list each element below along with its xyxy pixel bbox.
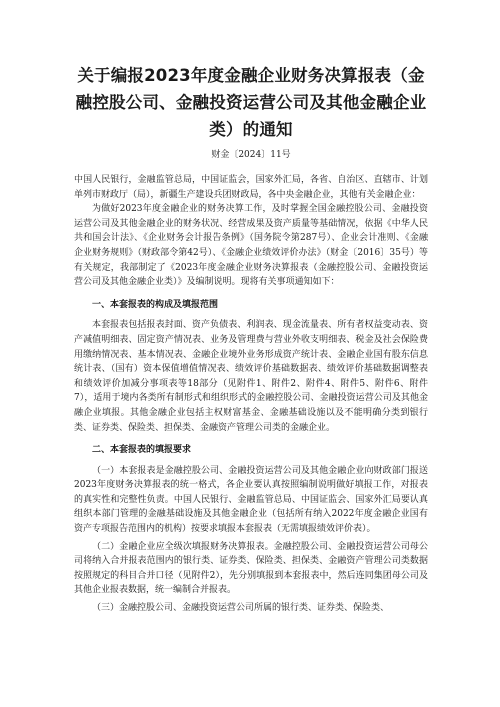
intro-paragraph: 为做好2023年度金融企业的财务决算工作，及时掌握全国金融控股公司、金融投资运营公司及其他金融企业的财务状况、经营成果及资产质量等基础情况，依据《中华人民共和国会计法》、《企业财务会计报告条例》（国务院令第287号）、企业会计准则、《金融企业财务规则》（财政部令第42号）、《金融企业绩效评价办法》（财金〔2016〕35号）等有关规定，我部制定了《2023年度金融企业财务决算报表（金融控股公司、金融投资运营公司及其他金融企业类）》及编制说明。现将有关事项通知如下： xyxy=(74,204,428,288)
requirements-paragraph-2: （二）金融企业应全级次填报财务决算报表。金融控股公司、金融投资运营公司母公司将纳入合并报表范围内的银行类、证券类、保险类、担保类、金融资产管理公司类数据按照规定的科目合并口径（见附件2），先分别填报到本套报表中，然后连同集团母公司及其他企业报表数据，统一编制合并报表。 xyxy=(74,541,428,596)
section-heading-composition: 一、本套报表的构成及填报范围 xyxy=(92,299,219,310)
section-body-composition: 本套报表包括报表封面、资产负债表、利润表、现金流量表、所有者权益变动表、资产减值明细表、固定资产情况表、业务及管理费与营业外收支明细表、税金及社会保险费用缴纳情况表、基本情况表、金融企业境外业务形成资产统计表、金融企业国有股东信息统计表、（国有）资本保值增值情况表、绩效评价基础数据表、绩效评价基础数据调整表和绩效评价加减分事项表等18部分（见附件1、附件2、附件4、附件5、附件6、附件7），适用于境内各类所有制形式和组织形式的金融控股公司、金融投资运营公司及其他金融企业填报。其他金融企业包括主权财富基金、金融基础设施以及不能明确分类到银行类、证券类、保险类、担保类、金融资产管理公司类的金融企业。 xyxy=(74,320,428,433)
requirements-paragraph-3: （三）金融控股公司、金融投资运营公司所属的银行类、证券类、保险类、 xyxy=(92,603,390,614)
document-number: 财金〔2024〕11号 xyxy=(211,150,291,160)
document-title: 关于编报2023年度金融企业财务决算报表（金融控股公司、金融投资运营公司及其他金融企业类）的通知 xyxy=(75,66,427,139)
section-heading-requirements: 二、本套报表的填报要求 xyxy=(92,445,192,456)
requirements-paragraph-1: （一）本套报表是金融控股公司、金融投资运营公司及其他金融企业向财政部门报送2023年度财务决算报表的统一格式，各企业要认真按照编制说明做好填报工作，对报表的真实性和完整性负责。中国人民银行、金融监管总局、中国证监会、国家外汇局要认真组织本部门管理的金融基础设施及其他金融企业（包括所有纳入2022年度金融企业国有资产专项报告范围内的机构）按要求填报本套报表（无需填报绩效评价表）。 xyxy=(74,465,428,535)
addressees: 中国人民银行，金融监管总局，中国证监会，国家外汇局，各省、自治区、直辖市、计划单列市财政厅（局），新疆生产建设兵团财政局，各中央金融企业，其他有关金融企业： xyxy=(74,175,428,200)
